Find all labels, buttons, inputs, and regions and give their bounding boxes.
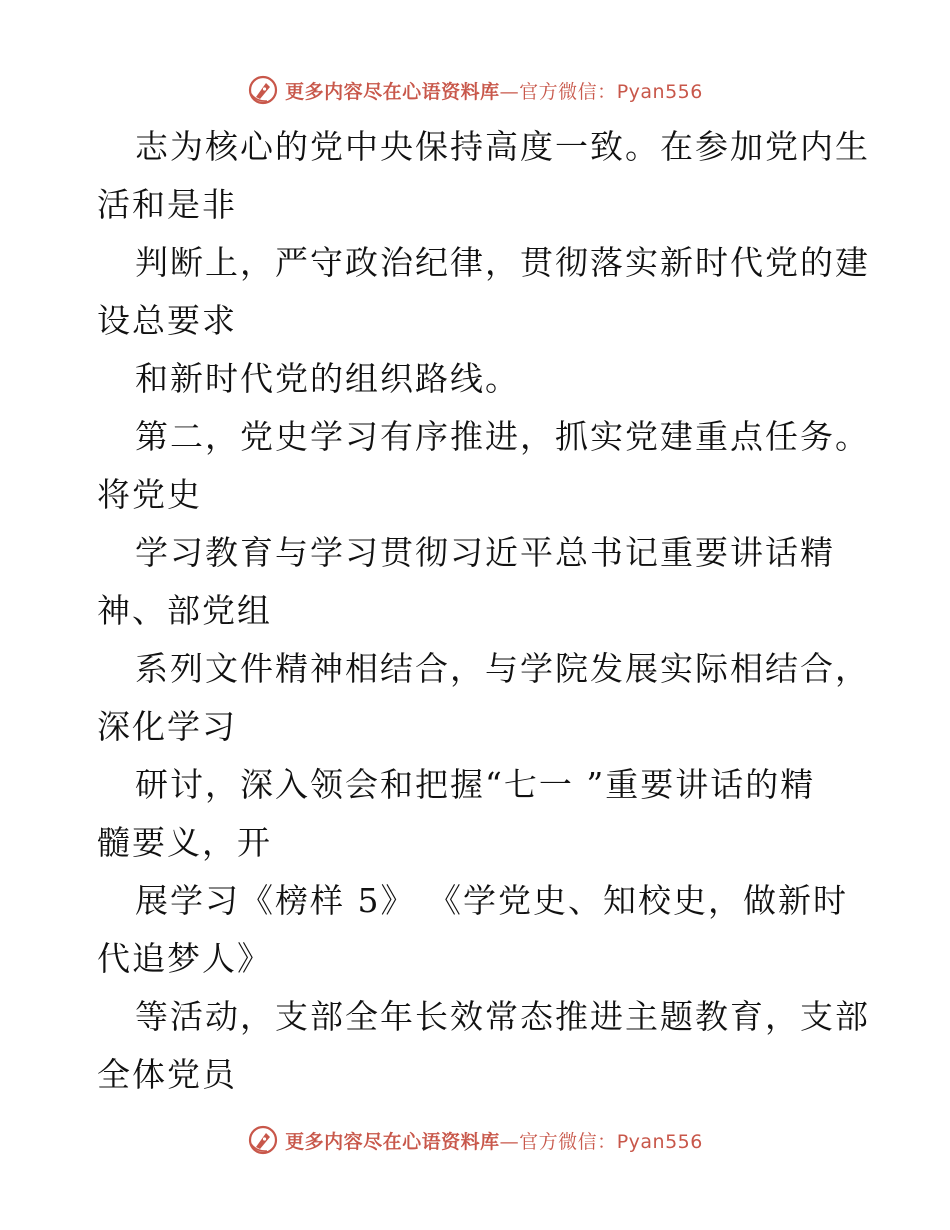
banner-dash: —	[499, 80, 520, 103]
text-line: 髓要义，开	[97, 823, 272, 862]
pen-nib-logo-icon	[247, 1124, 279, 1156]
text-line: 深化学习	[97, 707, 237, 746]
banner-dash: —	[499, 1130, 520, 1153]
text-line: 代追梦人》	[97, 939, 272, 978]
banner-wechat-id: Pyan556	[616, 1130, 703, 1153]
text-line: 系列文件精神相结合，与学院发展实际相结合，	[135, 649, 870, 688]
banner-wechat-label: 官方微信：	[519, 80, 617, 103]
banner-wechat-label: 官方微信：	[519, 1130, 617, 1153]
text-line: 全体党员	[97, 1055, 237, 1094]
text-line: 学习教育与学习贯彻习近平总书记重要讲话精	[135, 533, 835, 572]
text-line: 神、部党组	[97, 591, 272, 630]
banner-site-name: 更多内容尽在心语资料库	[285, 1130, 500, 1153]
text-line: 第二，党史学习有序推进，抓实党建重点任务。	[135, 417, 870, 456]
text-line: 和新时代党的组织路线。	[135, 359, 520, 398]
document-body	[97, 118, 870, 1104]
pen-nib-logo-icon	[247, 74, 279, 106]
text-line: 展学习《榜样 5》 《学党史、知校史，做新时	[135, 881, 848, 920]
text-line: 研讨，深入领会和把握“七一 ”重要讲话的精	[135, 765, 816, 804]
footer-banner	[0, 1120, 950, 1160]
text-line: 活和是非	[97, 185, 237, 224]
banner-site-name: 更多内容尽在心语资料库	[285, 80, 500, 103]
text-line: 设总要求	[97, 301, 237, 340]
banner-wechat-id: Pyan556	[616, 80, 703, 103]
text-line: 将党史	[97, 475, 202, 514]
text-line: 志为核心的党中央保持高度一致。在参加党内生	[135, 127, 870, 166]
text-line: 判断上，严守政治纪律，贯彻落实新时代党的建	[135, 243, 870, 282]
header-banner	[0, 70, 950, 110]
text-line: 等活动，支部全年长效常态推进主题教育，支部	[135, 997, 870, 1036]
